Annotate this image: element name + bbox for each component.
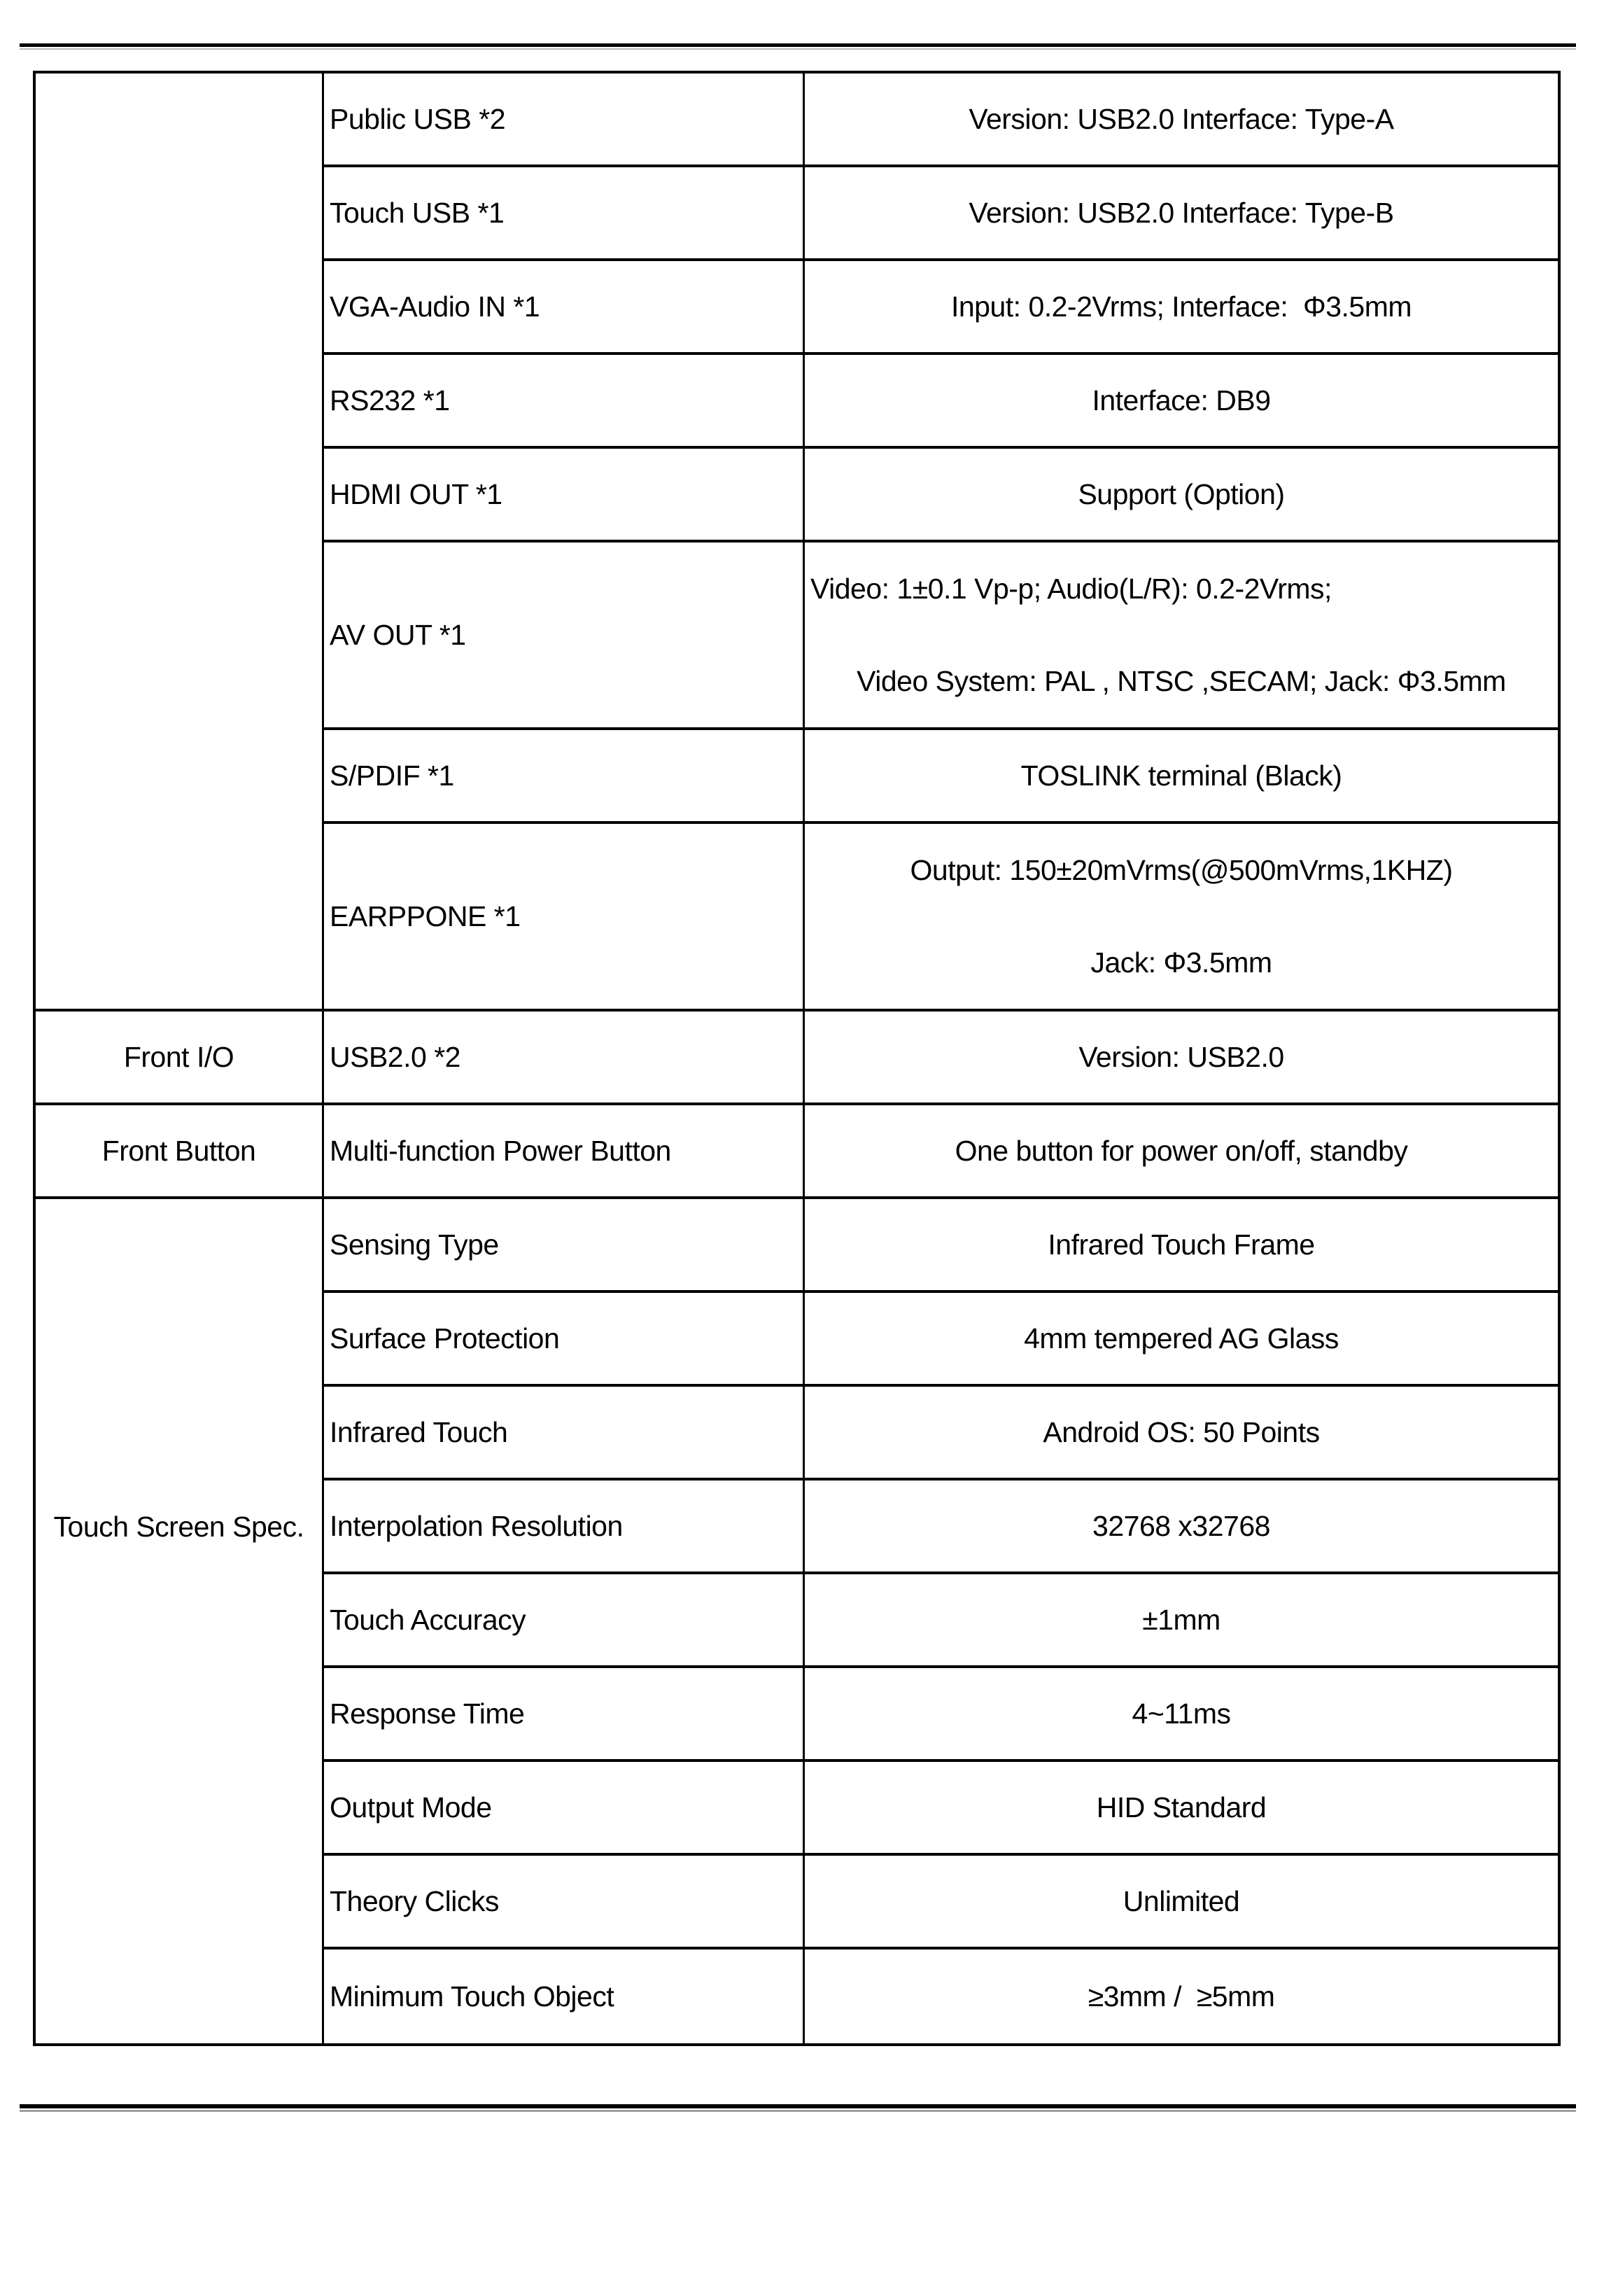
value-earppone-line1: Output: 150±20mVrms(@500mVrms,1KHZ): [910, 853, 1453, 886]
value-cell-interpolation-resolution: 32768 x32768: [805, 1480, 1558, 1574]
value-cell-usb20: Version: USB2.0: [805, 1011, 1558, 1105]
spec-table: [33, 71, 1561, 2046]
item-cell-surface-protection: Surface Protection: [324, 1293, 805, 1387]
value-av-out-line1: Video: 1±0.1 Vp-p; Audio(L/R): 0.2-2Vrms;: [810, 572, 1332, 605]
value-cell-earppone: [805, 824, 1558, 1011]
value-cell-power-button: One button for power on/off, standby: [805, 1105, 1558, 1199]
value-cell-rs232: Interface: DB9: [805, 355, 1558, 449]
value-cell-response-time: 4~11ms: [805, 1668, 1558, 1762]
item-cell-output-mode: Output Mode: [324, 1762, 805, 1856]
category-cell-touch-screen-spec: Touch Screen Spec.: [36, 1199, 324, 2043]
item-cell-theory-clicks: Theory Clicks: [324, 1856, 805, 1949]
value-cell-vga-audio-in: Input: 0.2-2Vrms; Interface: Φ3.5mm: [805, 261, 1558, 355]
item-cell-hdmi-out: HDMI OUT *1: [324, 449, 805, 542]
item-cell-infrared-touch: Infrared Touch: [324, 1387, 805, 1480]
item-cell-public-usb: Public USB *2: [324, 74, 805, 167]
value-av-out-line2: Video System: PAL , NTSC ,SECAM; Jack: Φ3.5mm: [857, 664, 1506, 697]
item-cell-response-time: Response Time: [324, 1668, 805, 1762]
value-cell-minimum-touch-object: ≥3mm / ≥5mm: [1088, 1980, 1275, 2012]
item-cell-av-out: AV OUT *1: [324, 542, 805, 730]
value-cell-touch-accuracy: ±1mm: [805, 1574, 1558, 1668]
top-rule-shadow: [20, 48, 1576, 50]
item-cell-spdif: S/PDIF *1: [324, 730, 805, 824]
item-cell-earppone: EARPPONE *1: [324, 824, 805, 1011]
item-cell-touch-accuracy: Touch Accuracy: [324, 1574, 805, 1668]
item-cell-interpolation-resolution: Interpolation Resolution: [324, 1480, 805, 1574]
value-cell-infrared-touch: Android OS: 50 Points: [805, 1387, 1558, 1480]
value-cell-public-usb: Version: USB2.0 Interface: Type-A: [805, 74, 1558, 167]
value-cell-touch-usb: Version: USB2.0 Interface: Type-B: [805, 167, 1558, 261]
value-earppone-line2: Jack: Φ3.5mm: [1090, 946, 1272, 979]
value-cell-hdmi-out: Support (Option): [805, 449, 1558, 542]
item-cell-touch-usb: Touch USB *1: [324, 167, 805, 261]
value-cell-sensing-type: Infrared Touch Frame: [805, 1199, 1558, 1293]
top-rule: [20, 43, 1576, 47]
item-cell-usb20: USB2.0 *2: [324, 1011, 805, 1105]
value-cell-theory-clicks: Unlimited: [805, 1856, 1558, 1949]
bottom-rule-shadow: [20, 2110, 1576, 2112]
item-cell-minimum-touch-object: Minimum Touch Object: [324, 1949, 805, 2043]
item-cell-rs232: RS232 *1: [324, 355, 805, 449]
bottom-rule: [20, 2104, 1576, 2108]
item-cell-power-button: Multi-function Power Button: [324, 1105, 805, 1199]
category-cell-front-button: Front Button: [36, 1105, 324, 1199]
item-cell-sensing-type: Sensing Type: [324, 1199, 805, 1293]
category-cell-front-io: Front I/O: [36, 1011, 324, 1105]
value-cell-output-mode: HID Standard: [805, 1762, 1558, 1856]
category-cell-rear-io-blank: [36, 74, 324, 1011]
item-cell-vga-audio-in: VGA-Audio IN *1: [324, 261, 805, 355]
value-cell-spdif: TOSLINK terminal (Black): [805, 730, 1558, 824]
value-cell-av-out: [805, 542, 1558, 730]
value-cell-surface-protection: 4mm tempered AG Glass: [805, 1293, 1558, 1387]
